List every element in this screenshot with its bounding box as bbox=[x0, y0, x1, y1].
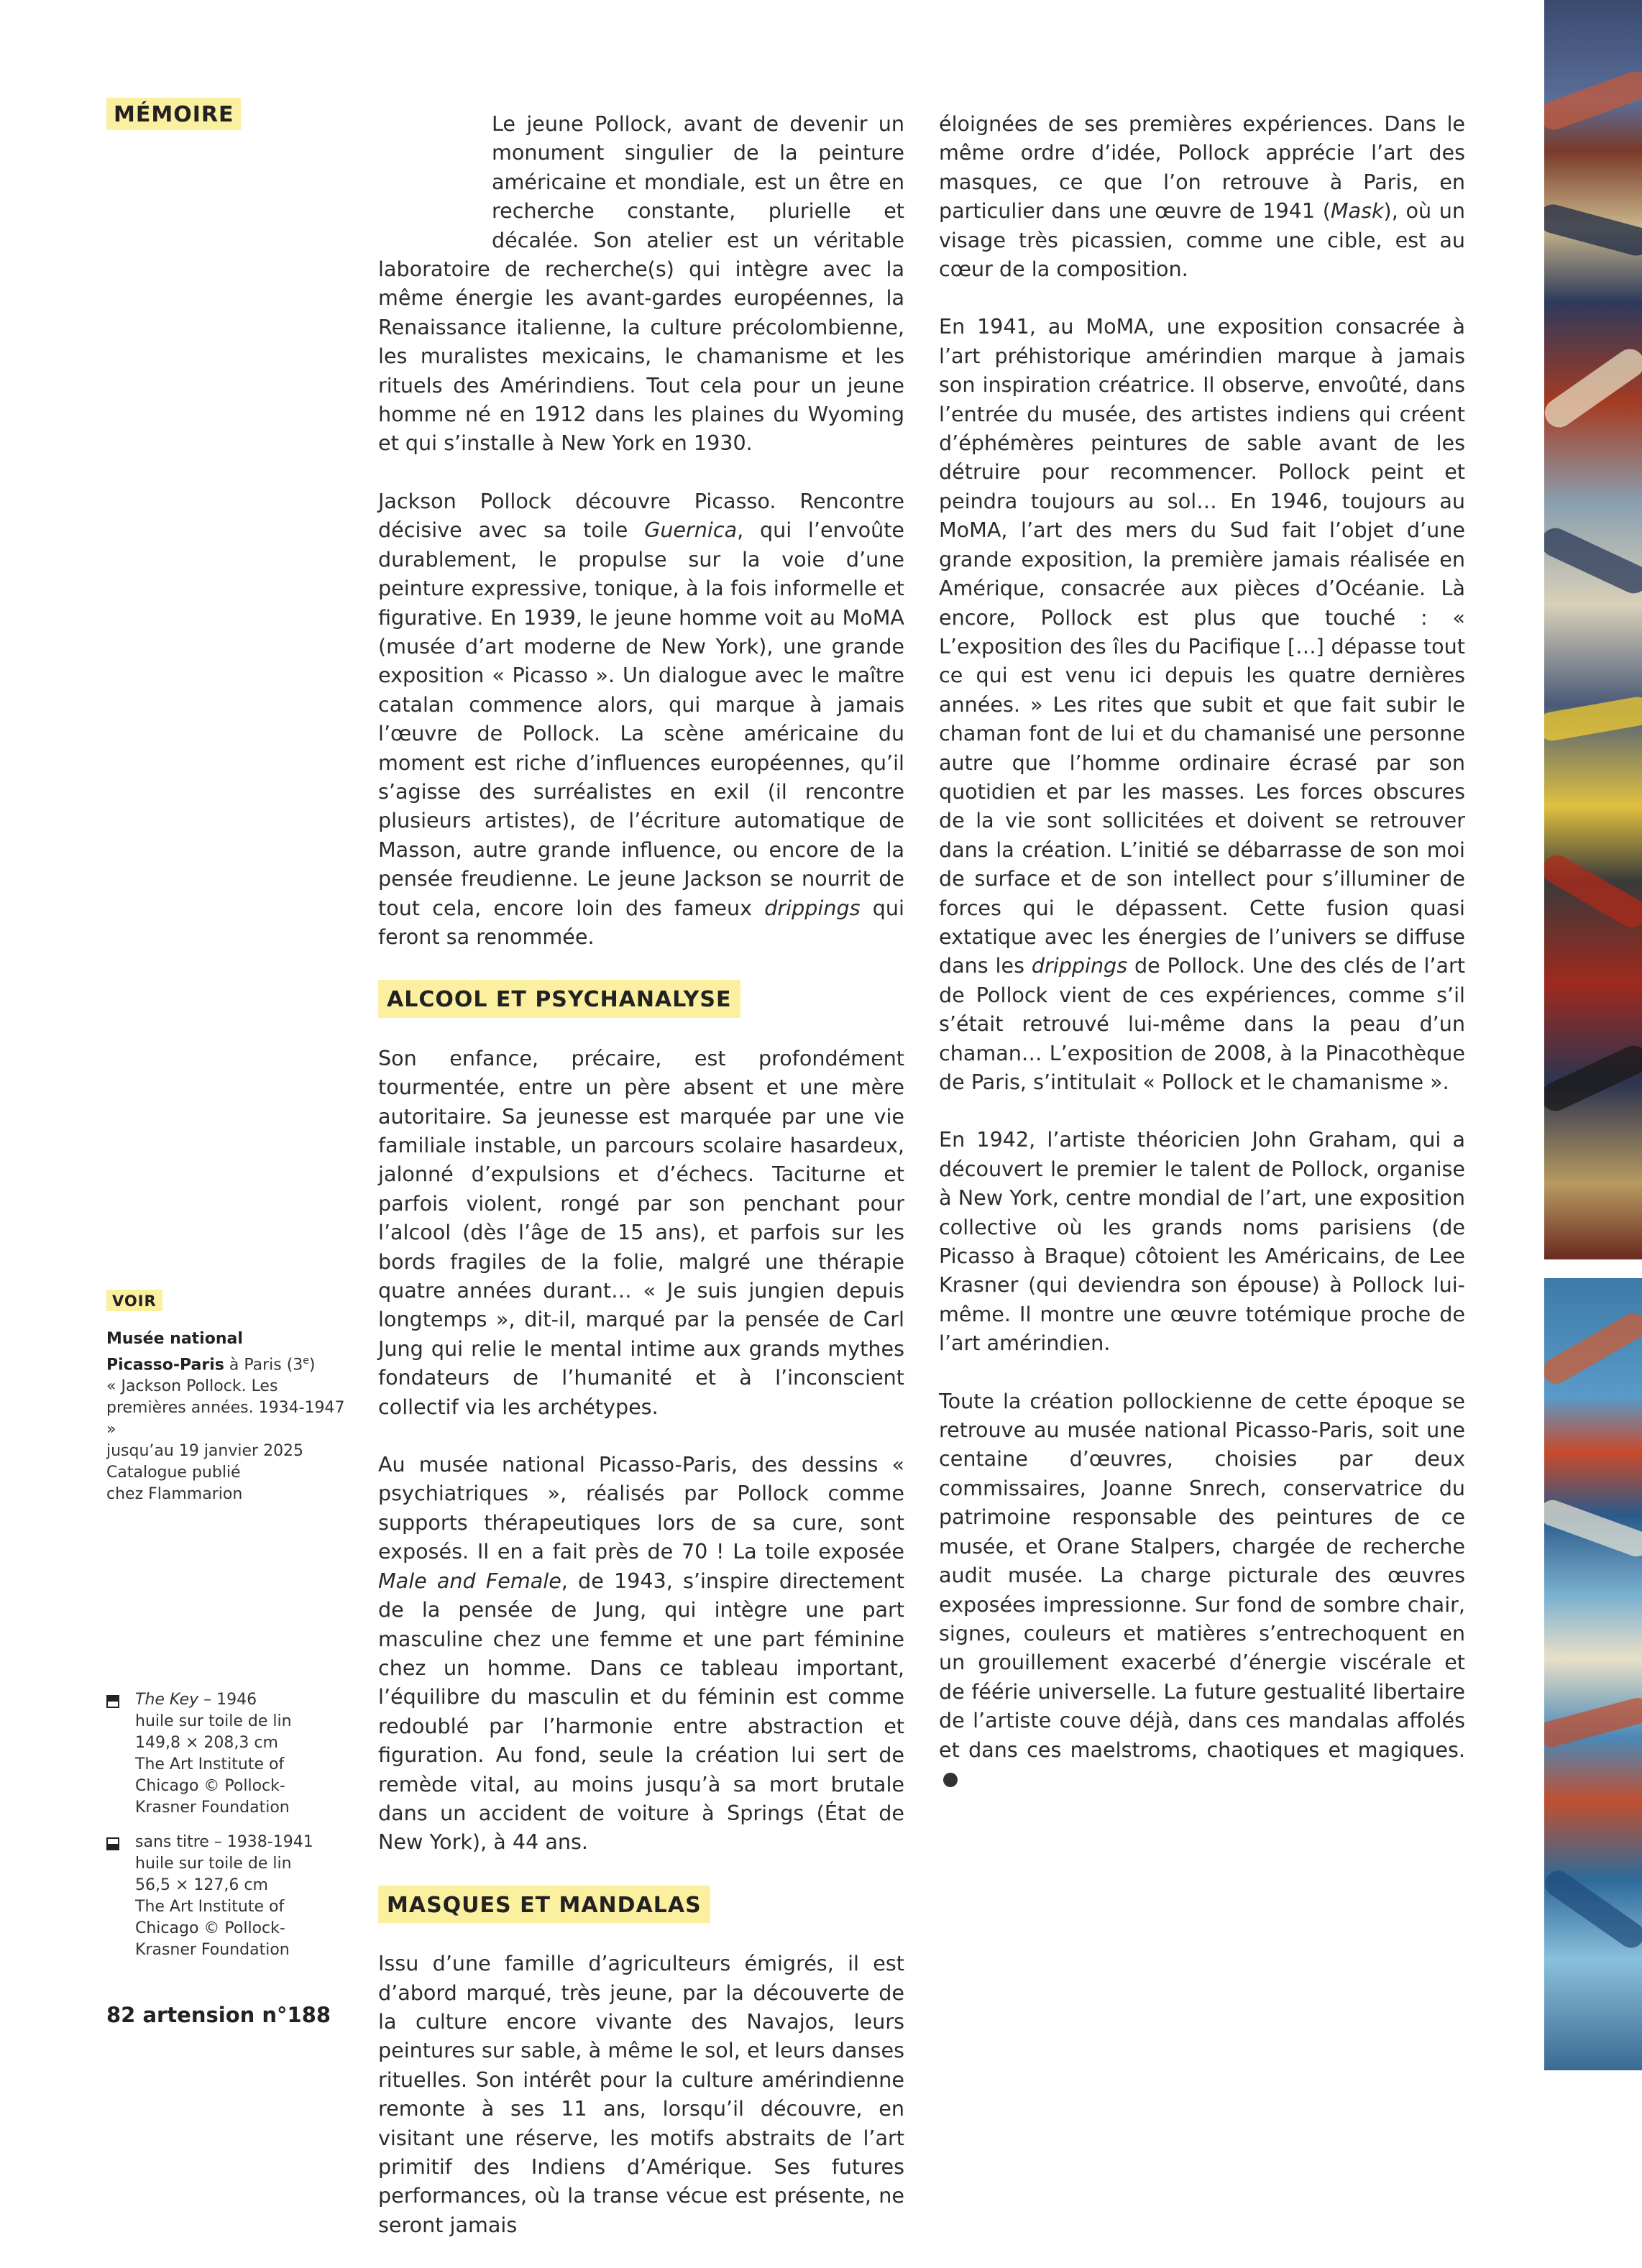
paragraph: En 1942, l’artiste théoricien John Graham, qui a découvert le premier le talent de Pollock, organise à New York, centre mondial de l’art, une exposition collective où les grands noms parisiens (de Picasso à Braque) côtoient les Américains, de Lee Krasner (qui deviendra son épouse) à Pollock lui-même. Il montre une œuvre totémique proche de l’art amérindien. bbox=[939, 1127, 1465, 1356]
paragraph: Toute la création pollockienne de cette époque se retrouve au musée national Picasso-Paris, soit une centaine d’œuvres, choisies par deux commissaires, Joanne Snrech, conservatrice du patrimoine responsable des peintures de ce musée, et Orane Stalpers, chargée de recherche audit musée. La charge picturale des œuvres exposées impressionne. Sur fond de sombre chair, signes, couleurs et matières s’entrechoquent en un grouillement exacerbé d’énergie viscérale et de féérie universelle. La future gestualité libertaire de l’artiste couve déjà, dans ces mandalas affolés et dans ces maelstroms, chaotiques et magiques. bbox=[939, 1387, 1465, 1794]
venue-line: Picasso-Paris à Paris (3e) bbox=[106, 1355, 316, 1374]
venue-name: Musée national bbox=[106, 1330, 243, 1348]
image-caption-2: sans titre – 1938-1941 huile sur toile de lin 56,5 × 127,6 cm The Art Institute of Chicago © Pollock-Krasner Foundation bbox=[106, 1832, 344, 1961]
paragraph: Issu d’une famille d’agriculteurs émigrés, il est d’abord marqué, très jeune, par la découverte de la culture encore vivante des Navajos, leurs peintures sur sable, à même le sol, et leurs danses rituelles. Son intérêt pour la culture amérindienne remonte à ses 11 ans, lorsqu’il découvre, en visitant une réserve, les motifs abstraits de l’art primitif des Indiens d’Amérique. Ses futures performances, où la transe vécue est présente, ne seront jamais bbox=[378, 1951, 904, 2237]
article-column-2 bbox=[939, 109, 1465, 1822]
intro-paragraph bbox=[378, 109, 904, 458]
exhibition-info bbox=[106, 1328, 351, 1505]
exhibition-dates: jusqu’au 19 janvier 2025 bbox=[106, 1442, 304, 1461]
painting-sans-titre bbox=[1544, 1278, 1642, 2070]
page-folio: 82 artension n°188 bbox=[106, 2003, 331, 2027]
catalogue-info: Catalogue publié chez Flammarion bbox=[106, 1464, 243, 1504]
paragraph-text: Le jeune Pollock, avant de devenir un monument singulier de la peinture américaine et mondiale, est un être en recherche constante, plurielle et décalée. Son atelier est un véritable laboratoire de recherche(s) qui intègre avec la même énergie les avant-gardes européennes, la Renaissance italienne, la culture précolombienne, les muralistes mexicains, le chamanisme et les rituels des Amérindiens. Tout cela pour un jeune homme né en 1912 dans les plaines du Wyoming et qui s’installe à New York en 1930. bbox=[378, 111, 904, 456]
top-image-icon bbox=[106, 1695, 119, 1708]
exhibition-title: « Jackson Pollock. Les premières années. 1934-1947 » bbox=[106, 1377, 345, 1439]
paragraph: Son enfance, précaire, est profondément tourmentée, entre un père absent et une mère autoritaire. Sa jeunesse est marquée par une vie familiale instable, un parcours scolaire hasardeux, jalonné d’expulsions et d’échecs. Taciturne et parfois violent, rongé par son penchant pour l’alcool (dès l’âge de 15 ans), et parfois sur les bords fragiles de la folie, malgré une thérapie quatre années durant… « Je suis jungien depuis longtemps », dit-il, marqué par la pensée de Carl Jung qui relie le mental intime aux grands mythes fondateurs de l’humanité et à l’inconscient collectif via les archétypes. bbox=[378, 1045, 904, 1419]
paragraph: Jackson Pollock découvre Picasso. Rencontre décisive avec sa toile Guernica, qui l’envoûte durablement, le propulse sur la voie d’une peinture expressive, tonique, à la fois informelle et figurative. En 1939, le jeune homme voit au MoMA (musée d’art moderne de New York), une grande exposition « Picasso ». Un dialogue avec le maître catalan commence alors, qui marque à jamais l’œuvre de Pollock. La scène américaine du moment est riche d’influences européennes, qu’il s’agisse des surréalistes en exil (il rencontre plusieurs artistes), de l’écriture automatique de Masson, autre grande influence, ou encore de la pensée freudienne. Le jeune Jackson se nourrit de tout cela, encore loin des fameux drippings qui feront sa renommée. bbox=[378, 488, 905, 949]
end-mark-icon bbox=[943, 1773, 958, 1787]
paragraph: éloignées de ses premières expériences. Dans le même ordre d’idée, Pollock apprécie l’art des masques, ce que l’on retrouve à Paris, en particulier dans une œuvre de 1941 (Mask), où un visage très picassien, comme une cible, est au cœur de la composition. bbox=[939, 111, 1465, 282]
paragraph: Au musée national Picasso-Paris, des dessins « psychiatriques », réalisés par Pollock comme supports thérapeutiques lors de sa cure, sont exposés. Il en a fait près de 70 ! La toile exposée Male and Female, de 1943, s’inspire directement de la pensée de Jung, qui intègre une part masculine chez une femme et une part féminine chez un homme. Dans ce tableau important, l’équilibre du masculin et du féminin est comme redoublé par l’harmonie entre abstraction et figuration. Au fond, seule la création lui sert de remède vital, au moins jusqu’à sa mort brutale dans un accident de voiture à Springs (État de New York), à 44 ans. bbox=[378, 1452, 904, 1855]
intro-indent-spacer bbox=[378, 109, 492, 253]
voir-label: VOIR bbox=[106, 1290, 162, 1311]
subheading-masques: MASQUES ET MANDALAS bbox=[378, 1886, 710, 1923]
article-column-1 bbox=[378, 109, 904, 2268]
image-gutter bbox=[1544, 1259, 1642, 1278]
bottom-image-icon bbox=[106, 1837, 119, 1850]
section-label: MÉMOIRE bbox=[106, 98, 241, 130]
subheading-alcool: ALCOOL ET PSYCHANALYSE bbox=[378, 980, 740, 1017]
paragraph: En 1941, au MoMA, une exposition consacrée à l’art préhistorique amérindien marque à jamais son inspiration créatrice. Il observe, envoûté, dans l’entrée du musée, des artistes indiens qui créent d’éphémères peintures de sable avant de les détruire pour recommencer. Pollock peint et peindra toujours au sol… En 1946, toujours au MoMA, l’art des mers du Sud fait l’objet d’une grande exposition, la première jamais réalisée en Amérique, consacrée aux pièces d’Océanie. Là encore, Pollock est plus que touché : « L’exposition des îles du Pacifique […] dépasse tout ce qui est venu ici depuis les quatre dernières années. » Les rites que subit et que fait subir le chaman font de lui et du chamanisé une personne autre que l’homme ordinaire écrasé par son quotidien et par les masses. Les forces obscures de la vie sont sollicitées et doivent se retrouver dans la création. L’initié se débarrasse de son moi de surface et de son intellect pour s’illuminer de forces qui le dépassent. Cette fusion quasi extatique avec les énergies de l’univers se diffuse dans les drippings de Pollock. Une des clés de l’art de Pollock vient de ces expériences, comme s’il s’était retrouvé lui-même dans la peau d’un chaman… L’exposition de 2008, à la Pinacothèque de Paris, s’intitulait « Pollock et le chamanisme ». bbox=[939, 314, 1465, 1094]
painting-the-key bbox=[1544, 0, 1642, 1259]
image-caption-1: The Key – 1946 huile sur toile de lin 149,8 × 208,3 cm The Art Institute of Chicago © Pollock-Krasner Foundation bbox=[106, 1689, 344, 1819]
